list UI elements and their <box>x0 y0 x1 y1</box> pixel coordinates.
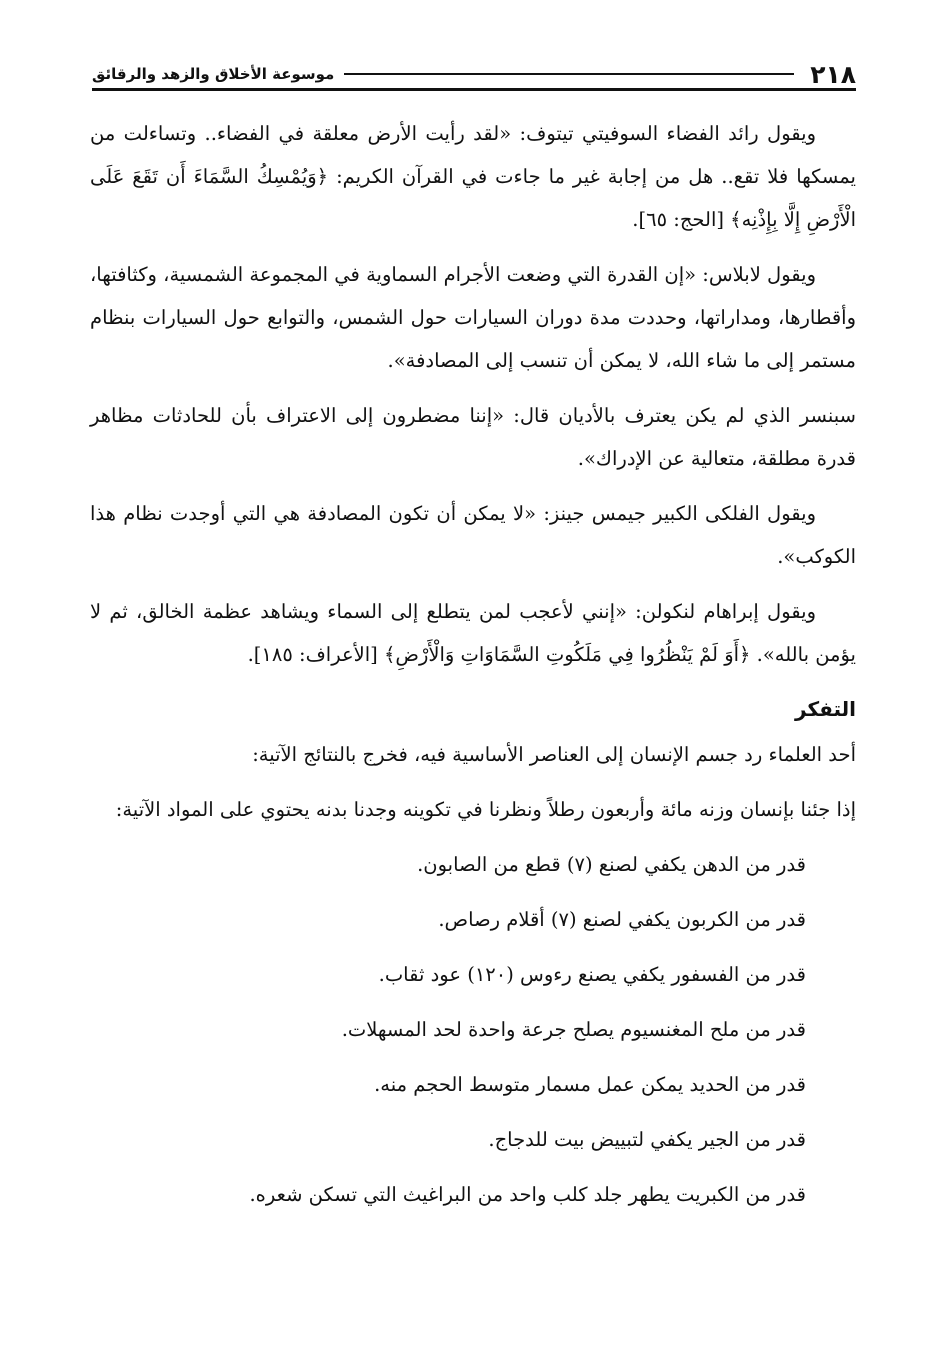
header-rule <box>344 73 794 75</box>
page-header <box>92 58 856 90</box>
section-paragraph: إذا جئنا بإنسان وزنه مائة وأربعون رطلاً ونظرنا في تكوينه وجدنا بدنه يحتوي على المواد الآتية: <box>115 798 856 821</box>
paragraph-titov-quote: ويقول رائد الفضاء السوفيتي تيتوف: «لقد رأيت الأرض معلقة في الفضاء.. وتساءلت من يمسكها فلا تقع.. هل من إجابة غير ما جاءت في القرآن الكريم: ﴿وَيُمْسِكُ السَّمَاءَ أَن تَقَعَ عَلَى الْأَرْضِ إِلَّا بِإِذْنِه﴾ [الحج: ٦٥]. <box>90 122 856 231</box>
page-number: ٢١٨ <box>810 59 856 89</box>
header-divider <box>92 88 856 91</box>
list-item: قدر من الجير يكفي لتبييض بيت للدجاج. <box>488 1128 806 1151</box>
page-body <box>90 112 856 1228</box>
list-item: قدر من الكربون يكفي لصنع (٧) أقلام رصاص. <box>438 908 806 931</box>
list-item: قدر من الكبريت يطهر جلد كلب واحد من البراغيث التي تسكن شعره. <box>249 1183 806 1206</box>
book-title: موسوعة الأخلاق والزهد والرقائق <box>92 65 335 83</box>
list-item: قدر من ملح المغنسيوم يصلح جرعة واحدة لحد المسهلات. <box>341 1018 806 1041</box>
paragraph-spencer-quote: سبنسر الذي لم يكن يعترف بالأديان قال: «إننا مضطرون إلى الاعتراف بأن للحادثات مظاهر قدرة مطلقة، متعالية عن الإدراك». <box>90 404 856 470</box>
list-item: قدر من الفسفور يكفي يصنع رءوس (١٢٠) عود ثقاب. <box>378 963 806 986</box>
section-intro: أحد العلماء رد جسم الإنسان إلى العناصر الأساسية فيه، فخرج بالنتائج الآتية: <box>252 743 856 766</box>
materials-list <box>90 843 856 1216</box>
paragraph-lincoln-quote: ويقول إبراهام لنكولن: «إنني لأعجب لمن يتطلع إلى السماء ويشاهد عظمة الخالق، ثم لا يؤمن بالله». ﴿أَوَ لَمْ يَنْظُرُوا فِي مَلَكُوتِ السَّمَاوَاتِ وَالْأَرْضِ﴾ [الأعراف: ١٨٥]. <box>90 600 856 666</box>
list-item: قدر من الحديد يمكن عمل مسمار متوسط الحجم منه. <box>374 1073 806 1096</box>
paragraph-jeans-quote: ويقول الفلكى الكبير جيمس جينز: «لا يمكن أن تكون المصادفة هي التي أوجدت نظام هذا الكوكب». <box>90 502 856 568</box>
list-item: قدر من الدهن يكفي لصنع (٧) قطع من الصابون. <box>417 853 806 876</box>
section-heading: التفكر <box>795 697 856 721</box>
paragraph-laplace-quote: ويقول لابلاس: «إن القدرة التي وضعت الأجرام السماوية في المجموعة الشمسية، وكثافتها، وأقطارها، ومداراتها، وحددت مدة دوران السيارات حول الشمس، والتوابع حول السيارات بنظام مستمر إلى ما شاء الله، لا يمكن أن تنسب إلى المصادفة». <box>90 263 856 372</box>
